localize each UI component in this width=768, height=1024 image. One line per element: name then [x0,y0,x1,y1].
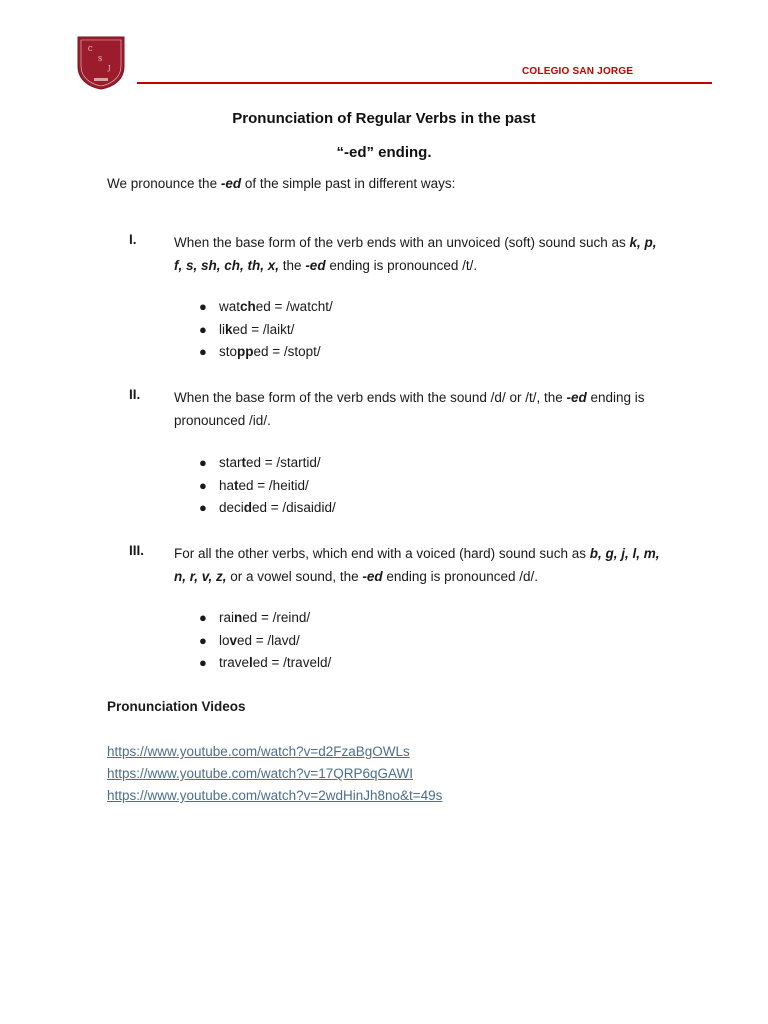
school-crest-logo [77,36,125,90]
intro-paragraph [107,176,455,191]
video-link-3[interactable]: https://www.youtube.com/watch?v=2wdHinJh8no&t=49s [107,788,443,803]
bullet-icon: ● [199,610,207,625]
svg-text:S: S [98,56,103,63]
rule-ed-emphasis: -ed [305,257,326,273]
example-text: ed = /heitid/ [238,477,309,493]
example-text: ed = /watcht/ [255,299,333,314]
example-emphasis: d [243,500,253,516]
example-emphasis: t [241,455,247,470]
example-emphasis: t [234,477,239,493]
list-item [195,497,336,520]
list-item [195,607,331,630]
video-links [107,741,442,807]
bullet-icon: ● [199,500,207,516]
example-text: li [219,321,225,337]
school-name: COLEGIO SAN JORGE [522,66,634,77]
intro-ed-emphasis: -ed [220,176,242,191]
example-text: sto [219,344,238,360]
example-text: ed = /startid/ [246,455,321,470]
svg-text:J: J [108,65,111,72]
bullet-icon: ● [199,455,207,470]
example-emphasis: pp [237,344,254,360]
bullet-icon: ● [199,632,207,648]
rule-sounds: k, p, f, s, sh, ch, th, x, [174,235,657,273]
list-item [195,341,333,364]
rule-sounds: b, g, j, l, m, n, r, v, z, [174,546,660,584]
rule-numeral: I. [129,232,137,247]
example-text: lo [219,632,230,648]
example-text: ed = /disaidid/ [252,500,336,516]
rule-description [174,232,666,277]
example-text: trave [219,655,250,671]
rule-numeral: III. [129,543,145,558]
bullet-icon: ● [199,299,207,314]
rule-ed-emphasis: -ed [566,390,587,405]
example-emphasis: ch [240,299,256,314]
intro-text-after: of the simple past in different ways: [241,176,456,191]
svg-text:C: C [88,46,93,53]
rule-1-examples [195,296,333,364]
example-text: star [219,455,242,470]
list-item [195,630,331,653]
rule-description [174,387,666,432]
rule-ed-emphasis: -ed [362,568,383,584]
rule-text: ending is pronounced /t/. [325,257,478,273]
rule-text: ending is pronounced /d/. [382,568,538,584]
rule-text: When the base form of the verb ends with the sound /d/ or /t/, the [174,390,567,405]
header-divider [137,82,712,84]
example-text: deci [219,500,244,516]
video-link-1[interactable]: https://www.youtube.com/watch?v=d2FzaBgOWLs [107,744,410,759]
example-text: ed = /lavd/ [237,632,300,648]
list-item [195,319,333,342]
bullet-icon: ● [199,344,207,360]
example-text: wat [219,299,241,314]
rule-text: the [279,257,306,273]
example-emphasis: k [225,321,233,337]
videos-heading: Pronunciation Videos [107,699,246,714]
bullet-icon: ● [199,477,207,493]
example-emphasis: l [249,655,253,671]
rule-numeral: II. [129,387,141,402]
list-item [195,296,333,319]
intro-text-before: We pronounce the [107,176,221,191]
example-text: ed = /stopt/ [253,344,321,360]
bullet-icon: ● [199,655,207,671]
example-text: ha [219,477,235,493]
bullet-icon: ● [199,321,207,337]
rule-text: ending is pronounced /id/. [174,390,645,428]
list-item [195,652,331,675]
example-text: rai [219,610,235,625]
example-text: ed = /reind/ [242,610,311,625]
rule-text: For all the other verbs, which end with a voiced (hard) sound such as [174,546,590,561]
page-subtitle: “-ed” ending. [336,144,432,161]
page-title: Pronunciation of Regular Verbs in the past [232,110,536,127]
example-emphasis: v [229,632,238,648]
rule-2-examples [195,452,336,520]
list-item [195,475,336,498]
rule-text: or a vowel sound, the [226,568,363,584]
example-text: ed = /traveld/ [252,655,332,671]
rule-3-examples [195,607,331,675]
example-emphasis: n [234,610,243,625]
list-item [195,452,336,475]
rule-description [174,543,666,588]
rule-text: When the base form of the verb ends with an unvoiced (soft) sound such as [174,235,630,250]
example-text: ed = /laikt/ [232,321,295,337]
video-link-2[interactable]: https://www.youtube.com/watch?v=17QRP6qGAWI [107,766,414,781]
